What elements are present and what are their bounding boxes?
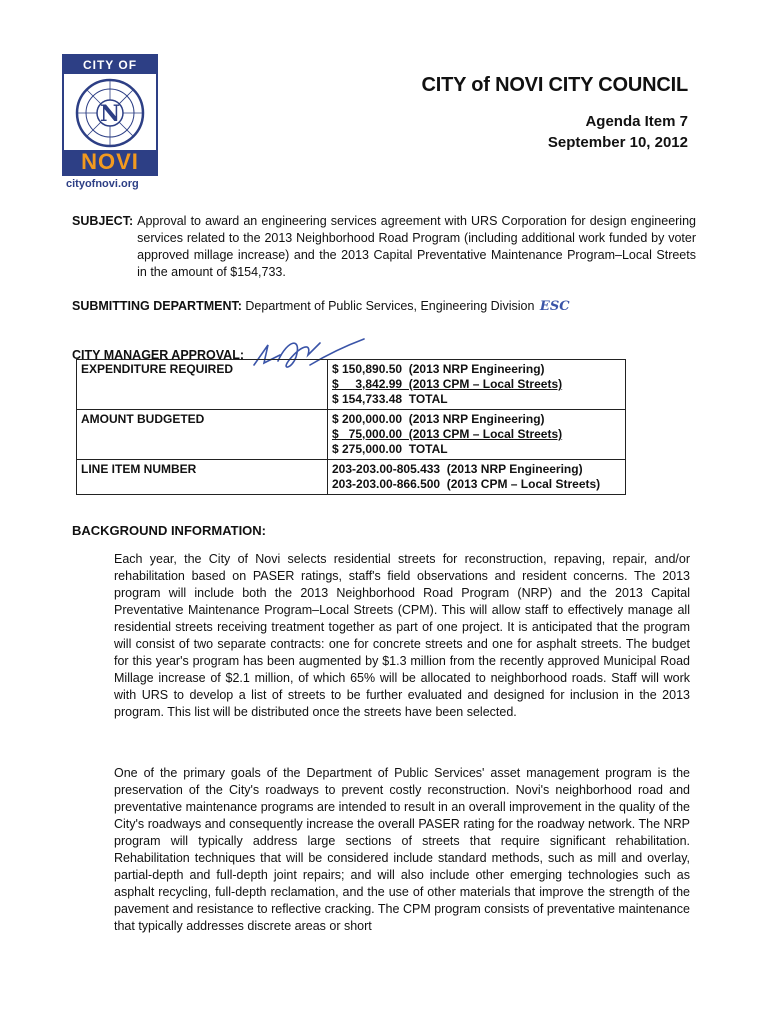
department-initials: ESC [539,299,570,314]
logo-top-text: CITY OF [64,56,156,74]
value-line: $ 150,890.50 (2013 NRP Engineering) [332,362,545,376]
logo-bottom-text: NOVI [64,150,156,174]
table-row [77,410,626,460]
logo-badge [62,54,158,176]
background-paragraph-1: Each year, the City of Novi selects residential streets for reconstruction, repaving, repair, and/or rehabilitation based on PASER ratings, staff's field observations and resident concerns. The 2013 program will include both the 2013 Neighborhood Road Program (NRP) and the 2013 Capital Preventative Maintenance Program–Local Streets (CPM). This will allow staff to effectively manage all residential streets receiving treatment together as part of one project. It is anticipated that the program will consist of two separate contracts: one for concrete streets and one for asphalt streets. The budget for this year's program has been augmented by $1.3 million from the recently approved Municipal Road Millage increase of $2.1 million, of which 65% will be allocated to neighborhood roads. Staff will work with URS to develop a list of streets to be further evaluated and designed for inclusion in the 2013 program. This list will be distributed once the streets have been selected. [114,552,690,719]
table-row [77,460,626,495]
row-label: AMOUNT BUDGETED [77,410,328,460]
table-row [77,360,626,410]
subject-label: SUBJECT: [72,214,134,228]
row-values [328,460,626,495]
value-line: $ 200,000.00 (2013 NRP Engineering) [332,412,545,426]
city-logo [62,54,158,190]
value-line: $ 275,000.00 TOTAL [332,442,448,456]
value-line: $ 3,842.99 (2013 CPM – Local Streets) [332,377,563,391]
department-label: SUBMITTING DEPARTMENT: [72,299,242,313]
agenda-item: Agenda Item 7 [585,113,688,130]
row-label: LINE ITEM NUMBER [77,460,328,495]
value-line: $ 154,733.48 TOTAL [332,392,448,406]
value-line: 203-203.00-805.433 (2013 NRP Engineering) [332,462,583,476]
department-value: Department of Public Services, Engineering Division [245,299,535,313]
department-line [72,298,696,315]
background-heading: BACKGROUND INFORMATION: [72,523,267,538]
manager-label: CITY MANAGER APPROVAL: [72,347,244,362]
value-line: $ 75,000.00 (2013 CPM – Local Streets) [332,427,563,441]
subject-text: Approval to award an engineering services agreement with URS Corporation for design engineering services related to the 2013 Neighborhood Road Program (including additional work funded by voter approved millage increase) and the 2013 Capital Preventative Maintenance Program–Local Streets in the amount of $154,733. [137,214,696,279]
meeting-date: September 10, 2012 [547,134,688,151]
financial-table [76,359,626,495]
logo-emblem-letter: N [99,101,121,127]
row-values [328,360,626,410]
background-paragraph-2: One of the primary goals of the Department of Public Services' asset management program is the preservation of the City's roadways to prevent costly reconstruction. Novi's neighborhood road and preventative maintenance programs are intended to result in an overall improvement in the quality of the City's roadways and consequently increase the overall PASER rating for the roadway network. The NRP program will typically address large sections of streets that require significant rehabilitation. Rehabilitation techniques that will be considered include standard methods, such as mill and overlay, partial-depth and full-depth joint repairs; and will also include other emerging technologies such as asphalt recycling, full-depth reclamation, and the use of other materials that improve the strength of the pavement and resistance to reflective cracking. The CPM program consists of preventative maintenance that typically addresses discrete areas or short [114,766,690,933]
wheel-emblem-icon [68,76,152,150]
council-title: CITY of NOVI CITY COUNCIL [421,74,688,96]
logo-url: cityofnovi.org [66,178,139,190]
subject-section [72,213,696,281]
document-header [422,74,689,153]
value-line: 203-203.00-866.500 (2013 CPM – Local Streets) [332,477,601,491]
row-values [328,410,626,460]
row-label: EXPENDITURE REQUIRED [77,360,328,410]
